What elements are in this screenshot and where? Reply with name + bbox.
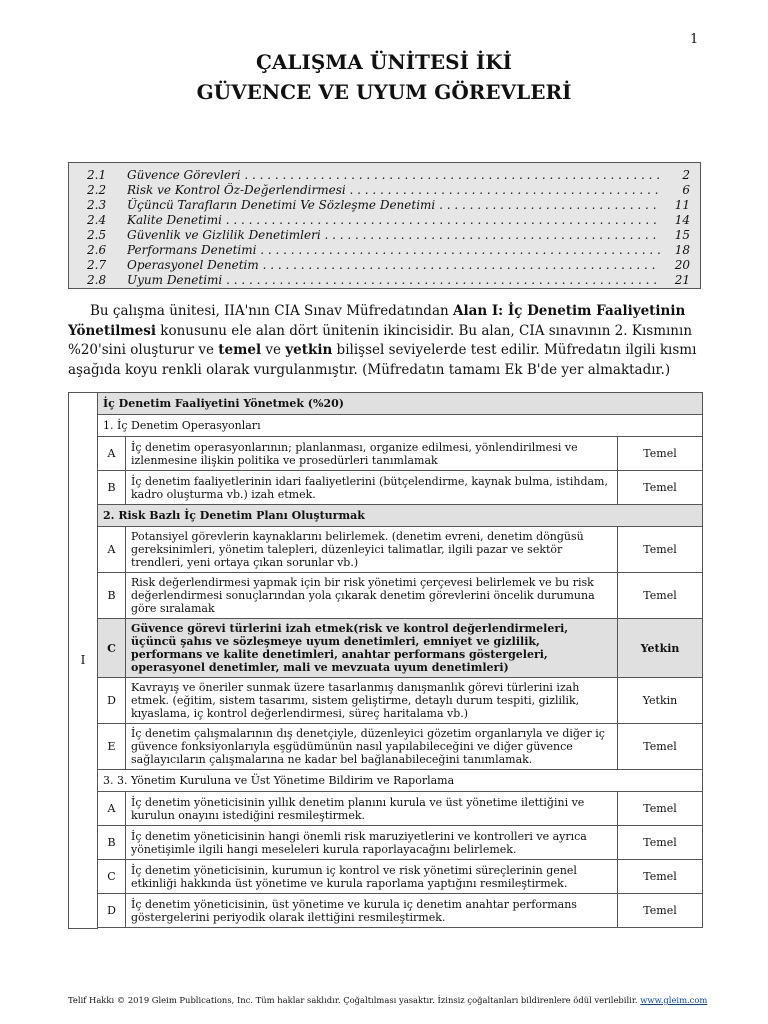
toc-page: 11 (674, 198, 690, 212)
syllabus-header: İç Denetim Faaliyetini Yönetmek (%20) (98, 393, 703, 415)
toc-title: Risk ve Kontrol Öz-Değerlendirmesi . . . (127, 183, 660, 198)
intro-paragraph (68, 302, 708, 380)
toc-row[interactable] (69, 183, 700, 198)
toc-row[interactable] (69, 243, 700, 258)
toc-number: 2.7 (87, 258, 107, 272)
toc-number: 2.8 (87, 273, 107, 287)
toc-page: 14 (674, 213, 690, 227)
table-row (69, 894, 703, 928)
table-row (69, 437, 703, 471)
toc-page: 18 (674, 243, 690, 257)
domain-numeral: I (69, 393, 98, 929)
item-letter: A (98, 527, 126, 573)
item-text: İç denetim yöneticisinin hangi önemli risk maruziyetlerini ve kontrolleri ve ayrıca yönetişimle ilgili hangi meseleleri kurula raporlayacağını belirlemek. (126, 826, 618, 860)
copyright-text: Telif Hakkı © 2019 Gleim Publications, Inc. Tüm haklar saklıdır. Çoğaltılması yasaktır. İzinsiz çoğaltanları bildirenlere ödül verilebilir. (68, 995, 641, 1005)
intro-text: konusunu ele alan dört ünitenin ikincisidir. Bu alan, CIA sınavının 2. Kısmının %20'sini oluşturur ve (68, 322, 693, 358)
item-level: Yetkin (618, 619, 703, 678)
item-level: Temel (618, 894, 703, 928)
item-level: Yetkin (618, 678, 703, 724)
item-letter: C (98, 860, 126, 894)
table-row (69, 573, 703, 619)
toc-number: 2.5 (87, 228, 107, 242)
toc-row[interactable] (69, 198, 700, 213)
toc-title: Uyum Denetimi . . . (127, 273, 660, 288)
toc-title: Güvence Görevleri . . . (127, 168, 660, 183)
table-row (69, 860, 703, 894)
item-letter: B (98, 826, 126, 860)
toc-page: 2 (682, 168, 690, 182)
item-level: Temel (618, 724, 703, 770)
toc-row[interactable] (69, 273, 700, 288)
item-level: Temel (618, 860, 703, 894)
item-text: Potansiyel görevlerin kaynaklarını belirlemek. (denetim evreni, denetim döngüsü gereksinimleri, yönetim talepleri, düzenleyici talimatlar, ilgili pazar ve sektör trendleri, yeni ortaya çıkan sorunlar vb.) (126, 527, 618, 573)
toc-number: 2.3 (87, 198, 107, 212)
item-letter: C (98, 619, 126, 678)
table-row (69, 678, 703, 724)
intro-bold-proficient: yetkin (285, 342, 333, 358)
item-level: Temel (618, 527, 703, 573)
page-number: 1 (690, 32, 699, 47)
unit-title: ÇALIŞMA ÜNİTESİ İKİ (256, 50, 512, 74)
item-level: Temel (618, 573, 703, 619)
item-level: Temel (618, 471, 703, 505)
toc-number: 2.4 (87, 213, 107, 227)
section-title: 2. Risk Bazlı İç Denetim Planı Oluşturmak (98, 505, 703, 527)
syllabus-table (68, 392, 703, 929)
section-title: 3. 3. Yönetim Kuruluna ve Üst Yönetime Bildirim ve Raporlama (98, 770, 703, 792)
toc-number: 2.6 (87, 243, 107, 257)
intro-bold-domain: Alan I: İç Denetim Faaliyetinin Yönetilmesi (68, 303, 686, 339)
intro-text: bilişsel seviyelerde test edilir. Müfredatın ilgili kısmı aşağıda koyu renkli olarak vurgulanmıştır. (Müfredatın tamamı Ek B'de yer almaktadır.) (68, 342, 697, 378)
toc-number: 2.2 (87, 183, 107, 197)
toc-page: 21 (674, 273, 690, 287)
item-text: İç denetim yöneticisinin yıllık denetim planını kurula ve üst yönetime ilettiğini ve kurulun onayını istediğini resmileştirmek. (126, 792, 618, 826)
item-letter: A (98, 437, 126, 471)
item-letter: E (98, 724, 126, 770)
toc-row[interactable] (69, 228, 700, 243)
table-row-highlighted (69, 619, 703, 678)
item-letter: D (98, 894, 126, 928)
toc-page: 20 (674, 258, 690, 272)
website-link[interactable]: www.gleim.com (640, 995, 708, 1005)
toc-page: 6 (682, 183, 690, 197)
toc-number: 2.1 (87, 168, 107, 182)
item-text: İç denetim yöneticisinin, kurumun iç kontrol ve risk yönetimi süreçlerinin genel etkinliği hakkında üst yönetime ve kurula raporlama yaptığını resmileştirmek. (126, 860, 618, 894)
unit-subtitle: GÜVENCE VE UYUM GÖREVLERİ (196, 80, 572, 104)
item-text: Kavrayış ve öneriler sunmak üzere tasarlanmış danışmanlık görevi türlerini izah etmek. (eğitim, sistem tasarımı, sistem geliştirme, detaylı durum tespiti, gizlilik, kıyaslama, iç kontrol değerlendirmesi, süreç haritalama vb.) (126, 678, 618, 724)
table-row (69, 792, 703, 826)
intro-bold-basic: temel (218, 342, 262, 358)
table-row (69, 826, 703, 860)
toc-title: Performans Denetimi . . . (127, 243, 660, 258)
section-title: 1. İç Denetim Operasyonları (98, 415, 703, 437)
item-letter: A (98, 792, 126, 826)
item-level: Temel (618, 792, 703, 826)
toc-page: 15 (674, 228, 690, 242)
toc-title: Güvenlik ve Gizlilik Denetimleri . . . (127, 228, 660, 243)
intro-text: ve (261, 342, 286, 358)
toc-title: Operasyonel Denetim . . . (127, 258, 660, 273)
item-letter: B (98, 573, 126, 619)
item-text: Risk değerlendirmesi yapmak için bir risk yönetimi çerçevesi belirlemek ve bu risk değerlendirmesi sonuçlarından yola çıkarak denetim görevlerini öncelik durumuna göre sıralamak (126, 573, 618, 619)
table-row (69, 471, 703, 505)
item-level: Temel (618, 437, 703, 471)
toc-row[interactable] (69, 213, 700, 228)
item-text: İç denetim operasyonlarının; planlanması, organize edilmesi, yönlendirilmesi ve izlenmesine ilişkin politika ve prosedürleri tanımlamak (126, 437, 618, 471)
item-text: İç denetim faaliyetlerinin idari faaliyetlerini (bütçelendirme, kaynak bulma, istihdam, kadro oluşturma vb.) izah etmek. (126, 471, 618, 505)
table-row (69, 724, 703, 770)
item-text: İç denetim yöneticisinin, üst yönetime ve kurula iç denetim anahtar performans göstergelerini periyodik olarak ilettiğini resmileştirmek. (126, 894, 618, 928)
table-row (69, 527, 703, 573)
item-level: Temel (618, 826, 703, 860)
toc-row[interactable] (69, 168, 700, 183)
item-text: Güvence görevi türlerini izah etmek(risk ve kontrol değerlendirmeleri, üçüncü şahıs ve sözleşmeye uyum denetimleri, emniyet ve gizlilik, performans ve kalite denetimleri, anahtar performans göstergeleri, operasyonel denetimler, mali ve mevzuata uyum denetimleri) (126, 619, 618, 678)
toc-title: Üçüncü Tarafların Denetimi Ve Sözleşme Denetimi . . . (127, 198, 660, 213)
toc-row[interactable] (69, 258, 700, 273)
item-letter: D (98, 678, 126, 724)
item-text: İç denetim çalışmalarının dış denetçiyle, düzenleyici gözetim organlarıyla ve diğer iç güvence fonksiyonlarıyla eşgüdümünün nasıl yapılabileceğini ve diğer güvence sağlayıcıların çalışmalarına ne kadar bel bağlanabileceğini tanımlamak. (126, 724, 618, 770)
item-letter: B (98, 471, 126, 505)
toc-title: Kalite Denetimi . . . (127, 213, 660, 228)
footer (68, 995, 708, 1005)
table-of-contents (68, 162, 701, 289)
intro-text: Bu çalışma ünitesi, IIA'nın CIA Sınav Müfredatından (90, 303, 453, 319)
